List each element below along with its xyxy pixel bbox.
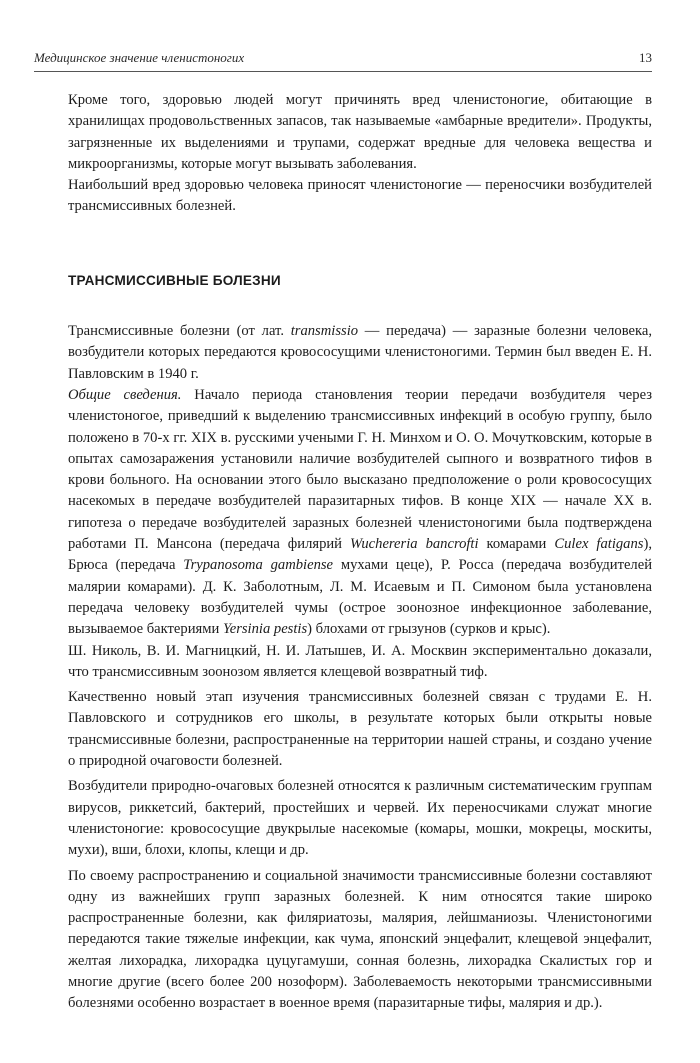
text-run: Начало периода становления теории передачи возбудителя через членистоногое, приведший к выделению трансмиссивных инфекций в особую группу, было положено в 70-х гг. XIX в. русскими учеными Г. Н. Минхом и О. О. Мочутковским, которые в опытах самозаражения установили наличие возбудителей сыпного и возвратного тифов в крови больного. На основании этого было высказано предположение о роли кровососущих насекомых в передаче возбудителей паразитарных тифов. В конце XIX — начале XX в. гипотеза о передаче возбудителей заразных болезней членистоногими была подтверждена работами П. Мансона (передача филярий	[68, 386, 652, 553]
body-paragraph: Ш. Николь, В. И. Магницкий, Н. И. Латышев, И. А. Москвин экспериментально доказали, что трансмиссивным зоонозом является клещевой возвратный тиф.	[68, 642, 652, 680]
running-head	[34, 50, 652, 66]
species-name: Wuchereria bancrofti	[350, 536, 479, 553]
page-number: 13	[639, 50, 652, 65]
species-name: Culex fatigans	[554, 536, 644, 553]
header-rule	[34, 71, 652, 72]
section-heading: ТРАНСМИССИВНЫЕ БОЛЕЗНИ	[68, 272, 281, 288]
text-run: — передача) — заразные болезни человека, возбудители которых передаются кровососущими членистоногими. Термин был введен Е. Н. Павловским в 1940 г.	[68, 323, 653, 382]
text-run: комарами	[478, 536, 555, 553]
species-name: Trypanosoma gambiense	[183, 557, 334, 574]
species-name: Yersinia pestis	[222, 621, 308, 638]
latin-term: transmissio	[290, 323, 359, 340]
history-paragraph	[68, 385, 652, 641]
definition-paragraph	[68, 321, 652, 385]
subsection-label: Общие сведения.	[68, 386, 182, 403]
running-head-title: Медицинское значение членистоногих	[34, 50, 245, 65]
intro-paragraph: Наибольший вред здоровью человека приносят членистоногие — переносчики возбудителей трансмиссивных болезней.	[68, 177, 652, 215]
body-paragraph: Возбудители природно-очаговых болезней относятся к различным систематическим группам вирусов, риккетсий, бактерий, простейших и червей. Их переносчиками служат многие членистоногие: кровососущие двукрылые насекомые (комары, мошки, мокрецы, москиты, мухи), вши, блохи, клопы, клещи и др.	[68, 778, 652, 859]
text-run: ) блохами от грызунов (сурков и крыс).	[307, 621, 551, 638]
text-run: Трансмиссивные болезни (от лат.	[68, 323, 291, 340]
body-paragraph: По своему распространению и социальной значимости трансмиссивные болезни составляют одну из важнейших групп заразных болезней. К ним относятся такие широко распространенные болезни, как филяриатозы, малярия, лейшманиозы. Членистоногими передаются такие тяжелые инфекции, как чума, японский энцефалит, клещевой энцефалит, желтая лихорадка, лихорадка цуцугамуши, сонная болезнь, лихорадка Скалистых гор и многие другие (всего более 200 нозоформ). Заболеваемость некоторыми трансмиссивными болезнями особенно возрастает в военное время (паразитарные тифы, малярия и др.).	[68, 867, 652, 1012]
page-body	[68, 90, 652, 1015]
intro-paragraph: Кроме того, здоровью людей могут причинять вред членистоногие, обитающие в хранилищах продовольственных запасов, так называемые «амбарные вредители». Продукты, загрязненные их выделениями и трупами, содержат вредные для человека вещества и микроорганизмы, которые могут вызывать заболевания.	[68, 92, 652, 172]
text-run: ), Брюса (передача	[68, 536, 652, 574]
body-paragraph: Качественно новый этап изучения трансмиссивных болезней связан с трудами Е. Н. Павловского и сотрудников его школы, в результате которых были открыты новые трансмиссивные болезни, распространенные на территории нашей страны, и создано учение о природной очаговости болезней.	[68, 689, 652, 770]
text-run: мухами цеце), Р. Росса (передача возбудителей малярии комарами). Д. К. Заболотным, Л. М. Исаевым и П. Симоном была установлена передача человеку возбудителей чумы (острое зоонозное инфекционное заболевание, вызываемое бактериями	[68, 557, 653, 638]
